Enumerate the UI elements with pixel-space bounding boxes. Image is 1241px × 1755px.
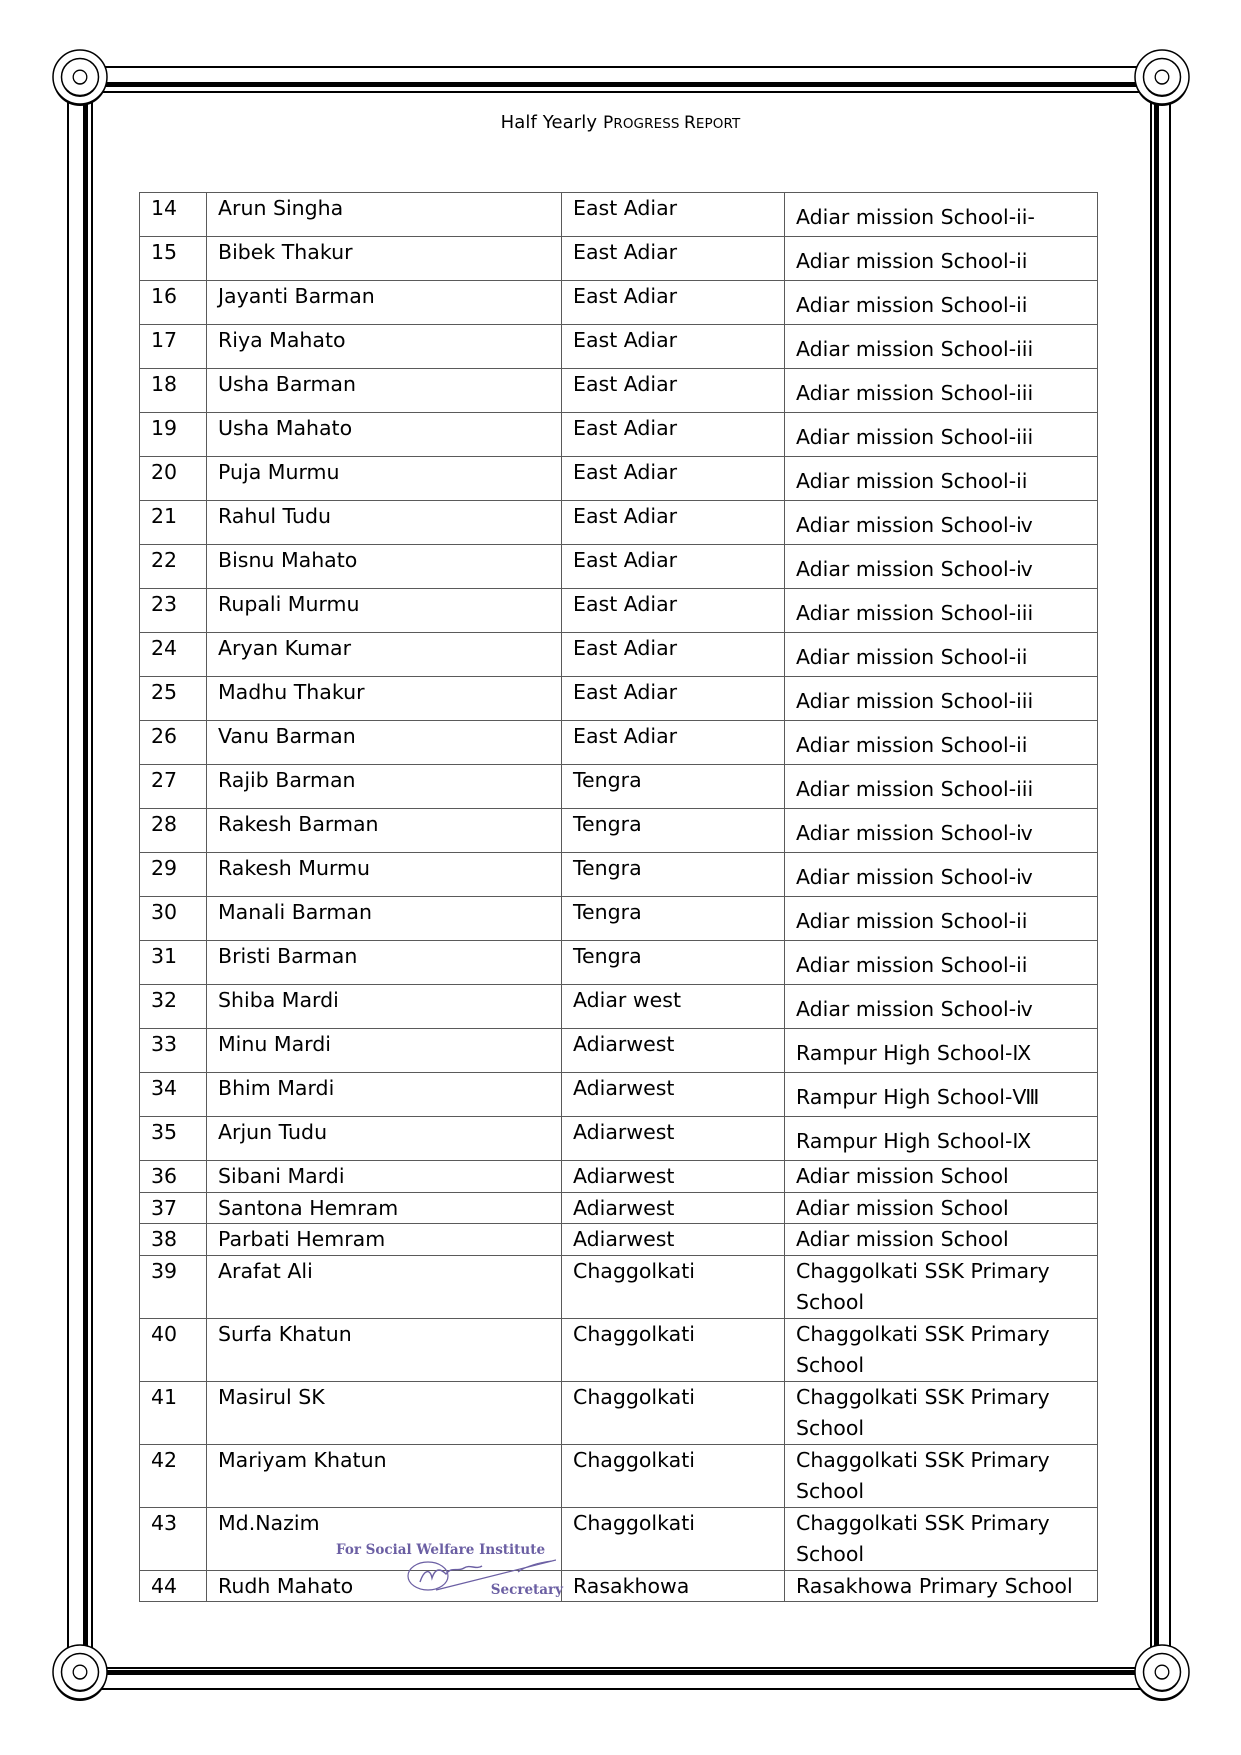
village-cell: Adiarwest [562,1224,785,1256]
table-row [140,413,1098,457]
name-cell: Vanu Barman [207,721,562,765]
table-row [140,457,1098,501]
serial-cell: 30 [140,897,207,941]
name-cell: Jayanti Barman [207,281,562,325]
table-row [140,809,1098,853]
table-row [140,1444,1098,1507]
border-top-thick [80,82,1162,87]
border-right-outer [1169,78,1171,1672]
school-cell: Chaggolkati SSK Primary School [785,1507,1098,1570]
serial-cell: 22 [140,545,207,589]
school-cell: Rasakhowa Primary School [785,1570,1098,1602]
serial-cell: 38 [140,1224,207,1256]
border-top-outer [80,66,1162,68]
table-row [140,1318,1098,1381]
border-left-outer [67,78,69,1672]
village-cell: Tengra [562,853,785,897]
serial-cell: 17 [140,325,207,369]
name-cell: Rahul Tudu [207,501,562,545]
school-cell: Adiar mission School-ⅳ [785,809,1098,853]
serial-cell: 21 [140,501,207,545]
school-cell: Adiar mission School-ⅳ [785,853,1098,897]
school-cell: Adiar mission School-ⅰⅰ- [785,193,1098,237]
village-cell: Adiarwest [562,1117,785,1161]
village-cell: East Adiar [562,281,785,325]
table-row [140,325,1098,369]
serial-cell: 18 [140,369,207,413]
table-row [140,765,1098,809]
village-cell: Adiarwest [562,1073,785,1117]
name-cell: Parbati Hemram [207,1224,562,1256]
school-cell: Chaggolkati SSK Primary School [785,1381,1098,1444]
table-row [140,853,1098,897]
name-cell: Mariyam Khatun [207,1444,562,1507]
name-cell: Bisnu Mahato [207,545,562,589]
serial-cell: 28 [140,809,207,853]
name-cell: Rudh Mahato [207,1570,562,1602]
name-cell: Santona Hemram [207,1192,562,1224]
school-cell: Adiar mission School-ⅳ [785,501,1098,545]
corner-ornament-icon [51,1643,109,1701]
school-cell: Adiar mission School-iii [785,325,1098,369]
table-row [140,1117,1098,1161]
table-row [140,281,1098,325]
table-row [140,545,1098,589]
border-top-inner [80,91,1162,93]
table-row [140,1192,1098,1224]
village-cell: East Adiar [562,633,785,677]
serial-cell: 24 [140,633,207,677]
name-cell: Riya Mahato [207,325,562,369]
village-cell: Tengra [562,897,785,941]
table-row [140,1029,1098,1073]
name-cell: Arjun Tudu [207,1117,562,1161]
village-cell: East Adiar [562,193,785,237]
serial-cell: 27 [140,765,207,809]
school-cell: Adiar mission School-ⅳ [785,985,1098,1029]
serial-cell: 14 [140,193,207,237]
village-cell: Tengra [562,809,785,853]
village-cell: Adiarwest [562,1192,785,1224]
name-cell: Usha Mahato [207,413,562,457]
table-row [140,1255,1098,1318]
serial-cell: 43 [140,1507,207,1570]
serial-cell: 39 [140,1255,207,1318]
serial-cell: 42 [140,1444,207,1507]
village-cell: Chaggolkati [562,1255,785,1318]
serial-cell: 35 [140,1117,207,1161]
border-left-inner [91,78,93,1672]
stamp-designation: Secretary [490,1582,563,1598]
village-cell: Rasakhowa [562,1570,785,1602]
school-cell: Adiar mission School-ⅰⅰ [785,457,1098,501]
name-cell: Madhu Thakur [207,677,562,721]
school-cell: Adiar mission School-iii [785,589,1098,633]
school-cell: Adiar mission School-iii [785,765,1098,809]
name-cell: Aryan Kumar [207,633,562,677]
title-smallcaps: ROGRESS [613,116,684,132]
serial-cell: 37 [140,1192,207,1224]
village-cell: East Adiar [562,721,785,765]
village-cell: Tengra [562,941,785,985]
school-cell: Adiar mission School-ⅰⅰ [785,941,1098,985]
name-cell: Sibani Mardi [207,1161,562,1193]
border-bottom-inner [80,1667,1162,1669]
name-cell: Rupali Murmu [207,589,562,633]
school-cell: Adiar mission School-iii [785,369,1098,413]
school-cell: Chaggolkati SSK Primary School [785,1318,1098,1381]
village-cell: Chaggolkati [562,1507,785,1570]
corner-ornament-icon [1133,1643,1191,1701]
school-cell: Adiar mission School-iii [785,677,1098,721]
village-cell: Tengra [562,765,785,809]
school-cell: Chaggolkati SSK Primary School [785,1444,1098,1507]
table-row [140,721,1098,765]
name-cell: Usha Barman [207,369,562,413]
school-cell: Rampur High School-Ⅸ [785,1029,1098,1073]
village-cell: Chaggolkati [562,1444,785,1507]
name-cell: Puja Murmu [207,457,562,501]
name-cell: Manali Barman [207,897,562,941]
school-cell: Adiar mission School [785,1161,1098,1193]
name-cell: Shiba Mardi [207,985,562,1029]
serial-cell: 33 [140,1029,207,1073]
table-row [140,1073,1098,1117]
village-cell: East Adiar [562,237,785,281]
title-smallcaps: P [602,113,614,133]
serial-cell: 15 [140,237,207,281]
serial-cell: 44 [140,1570,207,1602]
table-row [140,369,1098,413]
school-cell: Adiar mission School-iii [785,413,1098,457]
serial-cell: 31 [140,941,207,985]
village-cell: East Adiar [562,457,785,501]
name-cell: Bibek Thakur [207,237,562,281]
corner-ornament-icon [51,48,109,106]
page-title [0,112,1241,133]
school-cell: Adiar mission School-ⅳ [785,545,1098,589]
table-row [140,237,1098,281]
village-cell: Adiar west [562,985,785,1029]
school-cell: Adiar mission School [785,1224,1098,1256]
village-cell: East Adiar [562,325,785,369]
table-row [140,897,1098,941]
school-cell: Adiar mission School-ⅰⅰ [785,237,1098,281]
school-cell: Rampur High School-Ⅷ [785,1073,1098,1117]
village-cell: East Adiar [562,369,785,413]
border-bottom-thick [80,1670,1162,1675]
village-cell: East Adiar [562,677,785,721]
village-cell: East Adiar [562,413,785,457]
serial-cell: 29 [140,853,207,897]
serial-cell: 26 [140,721,207,765]
corner-ornament-icon [1133,48,1191,106]
serial-cell: 25 [140,677,207,721]
title-smallcaps: R [683,113,696,133]
school-cell: Chaggolkati SSK Primary School [785,1255,1098,1318]
name-cell: Bhim Mardi [207,1073,562,1117]
name-cell: Arafat Ali [207,1255,562,1318]
name-cell: Rakesh Barman [207,809,562,853]
village-cell: Adiarwest [562,1029,785,1073]
school-cell: Adiar mission School-ⅰⅰ [785,897,1098,941]
border-bottom-outer [80,1688,1162,1690]
serial-cell: 41 [140,1381,207,1444]
village-cell: Chaggolkati [562,1381,785,1444]
serial-cell: 40 [140,1318,207,1381]
serial-cell: 34 [140,1073,207,1117]
border-right-inner [1150,78,1152,1672]
name-cell: Md.Nazim [207,1507,562,1570]
name-cell: Rajib Barman [207,765,562,809]
serial-cell: 19 [140,413,207,457]
serial-cell: 36 [140,1161,207,1193]
serial-cell: 32 [140,985,207,1029]
name-cell: Minu Mardi [207,1029,562,1073]
school-cell: Adiar mission School [785,1192,1098,1224]
table-row [140,1224,1098,1256]
table-row [140,633,1098,677]
name-cell: Bristi Barman [207,941,562,985]
stamp-organization: For Social Welfare Institute [336,1542,546,1558]
school-cell: Rampur High School-Ⅸ [785,1117,1098,1161]
border-left-thick [83,78,88,1672]
student-table [139,192,1098,1602]
village-cell: East Adiar [562,501,785,545]
school-cell: Adiar mission School-ⅰⅰ [785,633,1098,677]
serial-cell: 16 [140,281,207,325]
table-row [140,501,1098,545]
name-cell: Arun Singha [207,193,562,237]
table-row [140,677,1098,721]
table-row [140,1161,1098,1193]
name-cell: Surfa Khatun [207,1318,562,1381]
table-row [140,589,1098,633]
school-cell: Adiar mission School-ⅰⅰ [785,281,1098,325]
name-cell: Rakesh Murmu [207,853,562,897]
village-cell: Chaggolkati [562,1318,785,1381]
village-cell: Adiarwest [562,1161,785,1193]
table-row [140,1381,1098,1444]
table-row [140,1570,1098,1602]
serial-cell: 20 [140,457,207,501]
name-cell: Masirul SK [207,1381,562,1444]
serial-cell: 23 [140,589,207,633]
table-row [140,1507,1098,1570]
village-cell: East Adiar [562,545,785,589]
title-text: Half Yearly [500,112,603,133]
village-cell: East Adiar [562,589,785,633]
title-smallcaps: EPORT [695,116,741,132]
table-row [140,985,1098,1029]
school-cell: Adiar mission School-ⅰⅰ [785,721,1098,765]
table-row [140,941,1098,985]
table-row [140,193,1098,237]
border-right-thick [1154,78,1159,1672]
